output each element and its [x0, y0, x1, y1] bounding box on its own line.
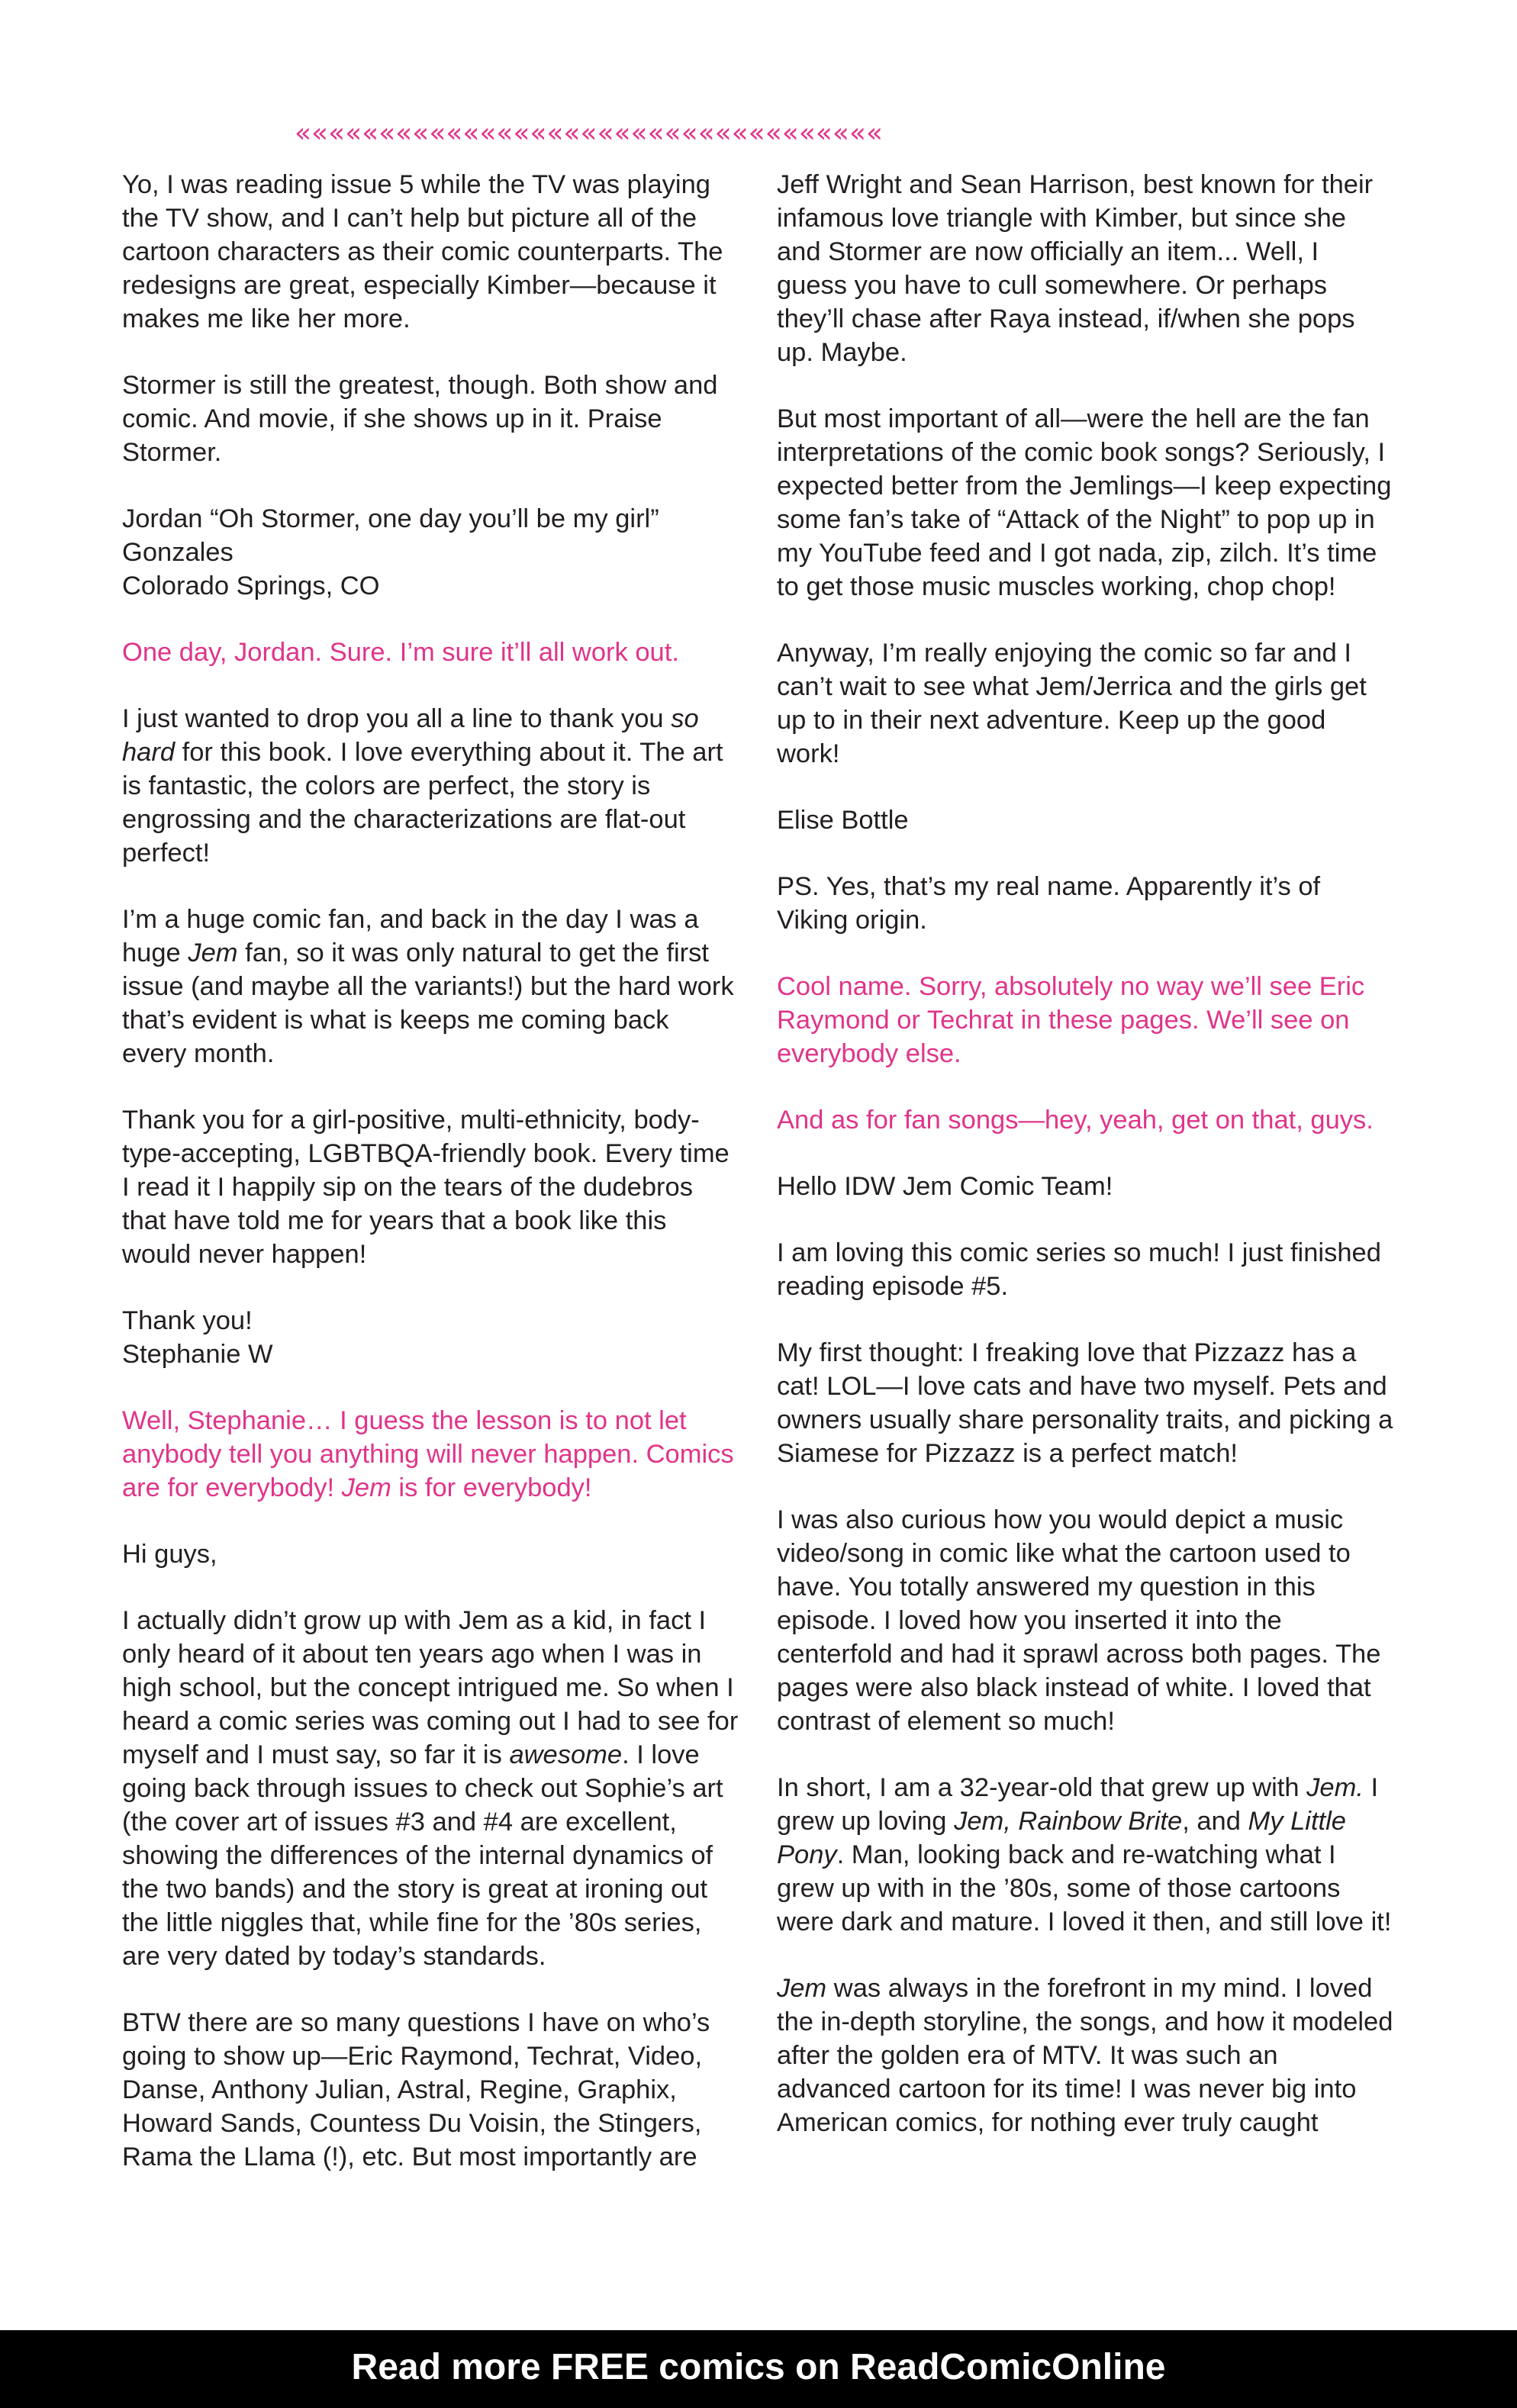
italic-run: My Little Pony [777, 1807, 1346, 1869]
italic-run: Jem. [1306, 1773, 1364, 1802]
letter-paragraph [122, 702, 740, 870]
letter-signature [122, 1304, 740, 1371]
left-column [122, 168, 740, 2207]
signature-location: Colorado Springs, CO [122, 571, 380, 600]
text-run: I just wanted to drop you all a line to thank you [122, 704, 672, 733]
letter-paragraph [777, 1972, 1395, 2139]
letter-greeting: Hi guys, [122, 1540, 217, 1569]
text-run: for this book. I love everything about it. The art is fantastic, the colors are perfect, the story is engrossing and the characterizations are flat-out perfect! [122, 738, 723, 868]
letter-greeting: Hello IDW Jem Comic Team! [777, 1172, 1113, 1201]
letter-paragraph: Yo, I was reading issue 5 while the TV was playing the TV show, and I can’t help but picture all of the cartoon characters as their comic counterparts. The redesigns are great, especially Kimber—because it makes me like her more. [122, 170, 723, 333]
letter-postscript: PS. Yes, that’s my real name. Apparently it’s of Viking origin. [777, 872, 1321, 935]
letter-paragraph: I am loving this comic series so much! I just finished reading episode #5. [777, 1238, 1381, 1301]
text-run: . Man, looking back and re-watching what I grew up with in the ’80s, some of those cartoons were dark and mature. I loved it then, and still love it! [777, 1840, 1392, 1936]
letter-paragraph: I was also curious how you would depict a music video/song in comic like what the cartoon used to have. You totally answered my question in this episode. I loved how you inserted it into the centerfold and had it sprawl across both pages. The pages were also black instead of white. I loved that contrast of element so much! [777, 1505, 1381, 1736]
text-run: is for everybody! [391, 1473, 592, 1502]
text-run: Well, Stephanie… I guess the lesson is to not let anybody tell you anything will never happen. Comics are for everybody! [122, 1406, 734, 1502]
signature-line: Jordan “Oh Stormer, one day you’ll be my girl” [122, 504, 659, 533]
chevron-divider: ««««««««««««««««««««««««««««««««««« [295, 118, 883, 149]
text-run: . I love going back through issues to check out Sophie’s art (the cover art of issues #3 and #4 are excellent, showing the differences of the internal dynamics of the two bands) and the story is great at ironing out the little niggles that, while fine for the ’80s series, are very dated by today’s standards. [122, 1740, 723, 1971]
letter-paragraph: But most important of all—were the hell are the fan interpretations of the comic book songs? Seriously, I expected better from the Jemlings—I keep expecting some fan’s take of “Attack of the Night” to pop up in my YouTube feed and I got nada, zip, zilch. It’s time to get those music muscles working, chop chop! [777, 404, 1392, 601]
letter-signature [122, 502, 740, 603]
letter-paragraph: Jeff Wright and Sean Harrison, best known for their infamous love triangle with Kimber, but since she and Stormer are now officially an item... Well, I guess you have to cull somewhere. Or perhaps they’ll chase after Raya instead, if/when she pops up. Maybe. [777, 170, 1374, 367]
editor-reply: Cool name. Sorry, absolutely no way we’ll see Eric Raymond or Techrat in these pages. We’ll see on everybody else. [777, 972, 1365, 1068]
letter-paragraph: BTW there are so many questions I have on who’s going to show up—Eric Raymond, Techrat, Video, Danse, Anthony Julian, Astral, Regine, Graphix, Howard Sands, Countess Du Voisin, the Stingers, Rama the Llama (!), etc. But most importantly are [122, 2008, 710, 2171]
editor-reply: And as for fan songs—hey, yeah, get on that, guys. [777, 1106, 1374, 1135]
text-run: fan, so it was only natural to get the first issue (and maybe all the variants!) but the hard work that’s evident is what is keeps me coming back every month. [122, 938, 734, 1068]
footer-banner[interactable]: Read more FREE comics on ReadComicOnline [0, 2330, 1517, 2408]
letter-signature: Elise Bottle [777, 806, 909, 835]
letter-paragraph [122, 903, 740, 1070]
editor-reply [122, 1404, 740, 1505]
text-run: I grew up loving [777, 1773, 1379, 1836]
text-run: I’m a huge comic fan, and back in the day I was a huge [122, 905, 699, 967]
italic-run: Jem [777, 1974, 827, 2003]
signature-line: Thank you! [122, 1306, 253, 1335]
letter-paragraph [122, 1604, 740, 1973]
italic-run: so hard [122, 704, 699, 767]
text-run: I actually didn’t grow up with Jem as a kid, in fact I only heard of it about ten years ago when I was in high school, but the concept intrigued me. So when I heard a comic series was coming out I had to see for myself and I must say, so far it is [122, 1606, 739, 1769]
italic-run: Jem [341, 1473, 391, 1502]
italic-run: awesome [509, 1740, 623, 1769]
right-column [777, 168, 1395, 2172]
letter-paragraph: Thank you for a girl-positive, multi-ethnicity, body-type-accepting, LGBTBQA-friendly book. Every time I read it I happily sip on the tears of the dudebros that have told me for years that a book like this would never happen! [122, 1106, 730, 1269]
signature-line: Gonzales [122, 538, 234, 567]
italic-run: Jem, Rainbow Brite [954, 1807, 1183, 1836]
letter-paragraph: My first thought: I freaking love that Pizzazz has a cat! LOL—I love cats and have two myself. Pets and owners usually share personality traits, and picking a Siamese for Pizzazz is a perfect match! [777, 1338, 1393, 1468]
editor-reply: One day, Jordan. Sure. I’m sure it’ll all work out. [122, 638, 679, 667]
italic-run: Jem [188, 938, 238, 967]
text-run: In short, I am a 32-year-old that grew up with [777, 1773, 1307, 1802]
text-run: was always in the forefront in my mind. I loved the in-depth storyline, the songs, and how it modeled after the golden era of MTV. It was such an advanced cartoon for its time! I was never big into American comics, for nothing ever truly caught [777, 1974, 1393, 2137]
text-run: , and [1182, 1807, 1248, 1836]
signature-line: Stephanie W [122, 1340, 273, 1369]
letter-paragraph: Anyway, I’m really enjoying the comic so far and I can’t wait to see what Jem/Jerrica and the girls get up to in their next adventure. Keep up the good work! [777, 639, 1367, 768]
letter-paragraph [777, 1771, 1395, 1939]
letter-paragraph: Stormer is still the greatest, though. Both show and comic. And movie, if she shows up in it. Praise Stormer. [122, 371, 718, 467]
